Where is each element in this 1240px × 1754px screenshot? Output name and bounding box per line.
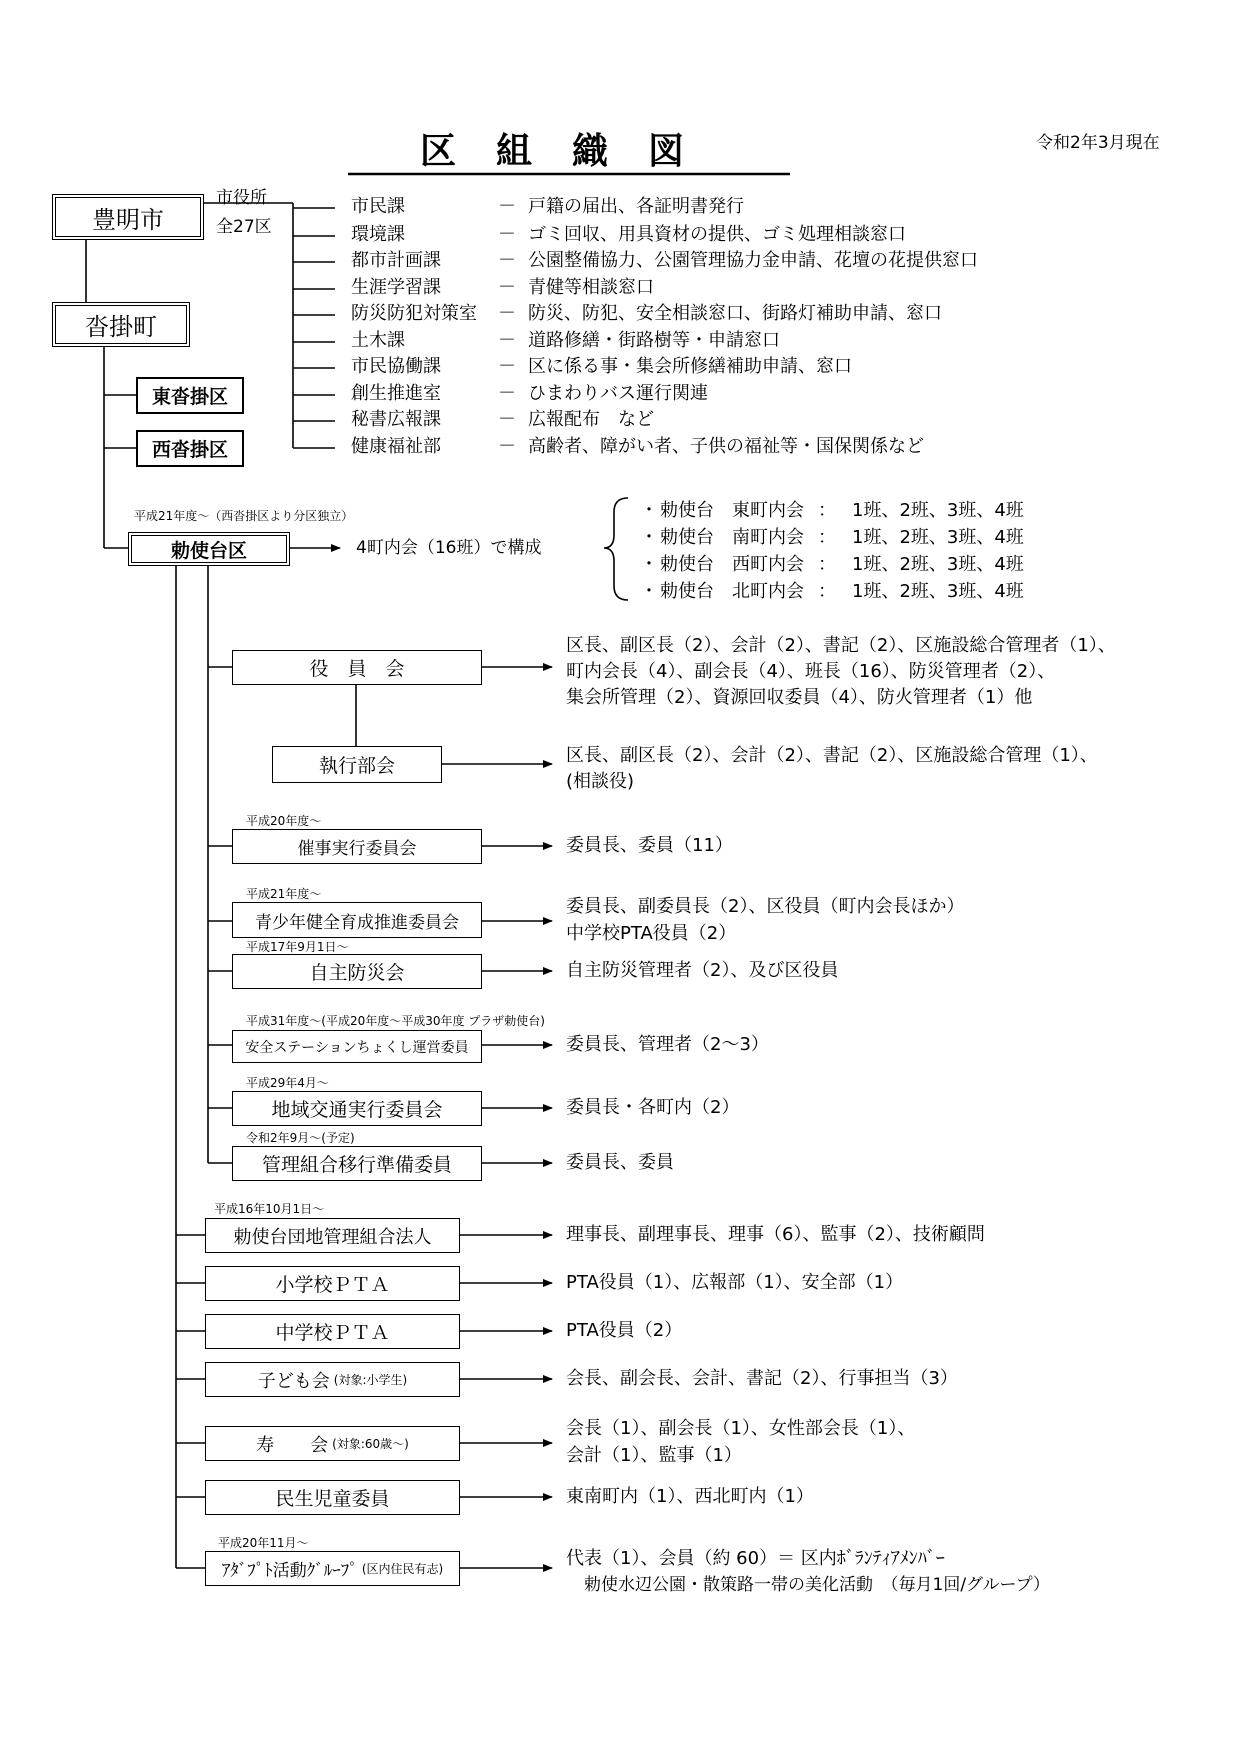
youth-name: 青少年健全育成推進委員会 — [255, 912, 459, 933]
youth-desc-line: 中学校PTA役員（2） — [566, 923, 737, 944]
town-name: 沓掛町 — [85, 313, 157, 341]
department-name: 秘書広報課 — [351, 409, 441, 430]
adopt-target: (区内住民有志) — [361, 1562, 444, 1576]
department-name: 市民課 — [351, 196, 405, 217]
event-box — [232, 829, 482, 864]
department-name: 土木課 — [351, 330, 405, 351]
department-dash: － — [498, 196, 516, 217]
neighborhood-name: 勅使台 北町内会 — [660, 581, 804, 602]
page-title: 区 組 織 図 — [420, 131, 687, 172]
neighborhood-colon: ： — [818, 500, 836, 521]
welfare-box — [205, 1480, 460, 1515]
corp-note: 平成16年10月1日～ — [214, 1202, 325, 1216]
children-desc: 会長、副会長、会計、書記（2）、行事担当（3） — [566, 1368, 958, 1389]
youth-note: 平成21年度～ — [246, 887, 322, 901]
department-desc: 道路修繕・街路樹等・申請窓口 — [528, 330, 780, 351]
ward-count: 全27区 — [216, 217, 272, 237]
disaster-note: 平成17年9月1日～ — [246, 940, 349, 954]
event-desc: 委員長、委員（11） — [566, 835, 733, 856]
safety-desc: 委員長、管理者（2～3） — [566, 1034, 769, 1055]
department-name: 市民協働課 — [351, 356, 441, 377]
disaster-box — [232, 954, 482, 989]
department-name: 健康福祉部 — [351, 436, 441, 457]
ward-east-name: 東沓掛区 — [151, 386, 228, 408]
department-desc: 広報配布 など — [528, 409, 654, 430]
elders-desc-line: 会計（1）、監事（1） — [566, 1445, 742, 1466]
department-dash: － — [498, 277, 516, 298]
transition-desc: 委員長、委員 — [566, 1152, 674, 1173]
department-dash: － — [498, 383, 516, 404]
neighborhood-groups: 1班、2班、3班、4班 — [852, 500, 1024, 521]
elementary-pta-box — [205, 1266, 460, 1301]
district-box — [128, 532, 290, 566]
department-dash: － — [498, 330, 516, 351]
youth-desc-line: 委員長、副委員長（2）、区役員（町内会長ほか） — [566, 896, 965, 917]
youth-box — [232, 902, 482, 938]
disaster-name: 自主防災会 — [309, 962, 405, 984]
town-box — [52, 302, 190, 347]
neighborhood-bullet: ・ — [640, 500, 658, 521]
disaster-desc: 自主防災管理者（2）、及び区役員 — [566, 960, 839, 981]
adopt-name: ｱﾀﾞﾌﾟﾄ活動ｸﾞﾙｰﾌﾟ — [221, 1561, 358, 1581]
department-desc: 区に係る事・集会所修繕補助申請、窓口 — [528, 356, 852, 377]
neighborhood-groups: 1班、2班、3班、4班 — [852, 581, 1024, 602]
traffic-note: 平成29年4月～ — [246, 1076, 329, 1090]
neighborhood-bullet: ・ — [640, 527, 658, 548]
children-name: 子ども会 — [257, 1370, 330, 1392]
traffic-box — [232, 1091, 482, 1126]
department-desc: ゴミ回収、用具資材の提供、ゴミ処理相談窓口 — [528, 224, 906, 245]
officers-box — [232, 650, 482, 685]
elders-name: 寿 会 — [256, 1434, 329, 1456]
neighborhood-name: 勅使台 南町内会 — [660, 527, 804, 548]
district-note: 平成21年度～（西沓掛区より分区独立） — [134, 509, 354, 523]
executive-desc-line: (相談役) — [566, 771, 635, 792]
traffic-desc: 委員長・各町内（2） — [566, 1097, 740, 1118]
junior-high-pta-name: 中学校ＰＴＡ — [275, 1322, 390, 1344]
officers-desc-line: 区長、副区長（2）、会計（2）、書記（2）、区施設総合管理者（1）、 — [566, 635, 1116, 656]
neighborhood-name: 勅使台 東町内会 — [660, 500, 804, 521]
department-dash: － — [498, 224, 516, 245]
city-hall-label: 市役所 — [216, 188, 267, 208]
safety-name: 安全ステーションちょくし運営委員 — [245, 1039, 469, 1056]
city-name: 豊明市 — [92, 205, 164, 234]
transition-name: 管理組合移行準備委員 — [261, 1154, 452, 1176]
department-name: 創生推進室 — [351, 383, 441, 404]
executive-desc-line: 区長、副区長（2）、会計（2）、書記（2）、区施設総合管理（1）、 — [566, 745, 1098, 766]
department-dash: － — [498, 409, 516, 430]
department-desc: 公園整備協力、公園管理協力金申請、花壇の花提供窓口 — [528, 250, 978, 271]
corp-box — [205, 1218, 460, 1253]
department-desc: 防災、防犯、安全相談窓口、街路灯補助申請、窓口 — [528, 303, 942, 324]
transition-box — [232, 1146, 482, 1181]
adopt-desc-line: 代表（1）、会員（約 60）＝ 区内ﾎﾞﾗﾝﾃｨｱﾒﾝﾊﾞｰ — [566, 1548, 945, 1569]
adopt-desc-line: 勅使水辺公園・散策路一帯の美化活動 （毎月1回/グループ） — [584, 1575, 1050, 1595]
junior-high-pta-desc: PTA役員（2） — [566, 1320, 683, 1341]
safety-box — [232, 1030, 482, 1063]
department-desc: 戸籍の届出、各証明書発行 — [528, 196, 744, 217]
department-name: 生涯学習課 — [351, 277, 441, 298]
safety-note: 平成31年度～(平成20年度～平成30年度 プラザ勅使台) — [246, 1014, 545, 1028]
neighborhood-bullet: ・ — [640, 554, 658, 575]
elders-target: (対象:60歳～) — [332, 1437, 409, 1451]
neighborhood-colon: ： — [818, 527, 836, 548]
department-dash: － — [498, 436, 516, 457]
welfare-desc: 東南町内（1）、西北町内（1） — [566, 1486, 814, 1507]
as-of-date: 令和2年3月現在 — [1036, 133, 1160, 153]
welfare-name: 民生児童委員 — [275, 1488, 390, 1510]
department-desc: 高齢者、障がい者、子供の福祉等・国保関係など — [528, 436, 924, 457]
department-dash: － — [498, 303, 516, 324]
department-desc: ひまわりバス運行関連 — [528, 383, 708, 404]
department-dash: － — [498, 250, 516, 271]
ward-west-box — [136, 430, 244, 467]
department-name: 防災防犯対策室 — [351, 303, 477, 324]
district-composition: 4町内会（16班）で構成 — [356, 538, 542, 558]
officers-desc-line: 町内会長（4）、副会長（4）、班長（16）、防災管理者（2）、 — [566, 661, 1056, 682]
department-desc: 青健等相談窓口 — [528, 277, 654, 298]
department-dash: － — [498, 356, 516, 377]
executive-name: 執行部会 — [318, 755, 395, 777]
officers-name: 役 員 会 — [309, 658, 405, 680]
event-note: 平成20年度～ — [246, 814, 322, 828]
children-target: (対象:小学生) — [333, 1373, 408, 1387]
adopt-box — [205, 1551, 460, 1586]
district-name: 勅使台区 — [170, 539, 247, 562]
neighborhood-groups: 1班、2班、3班、4班 — [852, 527, 1024, 548]
corp-desc: 理事長、副理事長、理事（6）、監事（2）、技術顧問 — [566, 1224, 985, 1245]
department-name: 環境課 — [351, 224, 405, 245]
junior-high-pta-box — [205, 1314, 460, 1349]
department-name: 都市計画課 — [351, 250, 441, 271]
elementary-pta-name: 小学校ＰＴＡ — [275, 1274, 390, 1296]
neighborhood-bullet: ・ — [640, 581, 658, 602]
elders-desc-line: 会長（1）、副会長（1）、女性部会長（1）、 — [566, 1418, 916, 1439]
elders-box — [205, 1426, 460, 1461]
executive-box — [272, 746, 442, 783]
elementary-pta-desc: PTA役員（1）、広報部（1）、安全部（1） — [566, 1272, 904, 1293]
children-box — [205, 1362, 460, 1397]
city-box — [52, 194, 204, 240]
adopt-note: 平成20年11月～ — [218, 1536, 309, 1550]
officers-desc-line: 集会所管理（2）、資源回収委員（4）、防火管理者（1）他 — [566, 687, 1033, 708]
neighborhood-colon: ： — [818, 554, 836, 575]
ward-west-name: 西沓掛区 — [151, 439, 228, 461]
neighborhood-name: 勅使台 西町内会 — [660, 554, 804, 575]
corp-name: 勅使台団地管理組合法人 — [233, 1226, 432, 1248]
ward-east-box — [136, 377, 244, 414]
neighborhood-groups: 1班、2班、3班、4班 — [852, 554, 1024, 575]
event-name: 催事実行委員会 — [297, 839, 417, 859]
neighborhood-colon: ： — [818, 581, 836, 602]
transition-note: 令和2年9月～(予定) — [246, 1131, 355, 1145]
traffic-name: 地域交通実行委員会 — [271, 1099, 443, 1121]
